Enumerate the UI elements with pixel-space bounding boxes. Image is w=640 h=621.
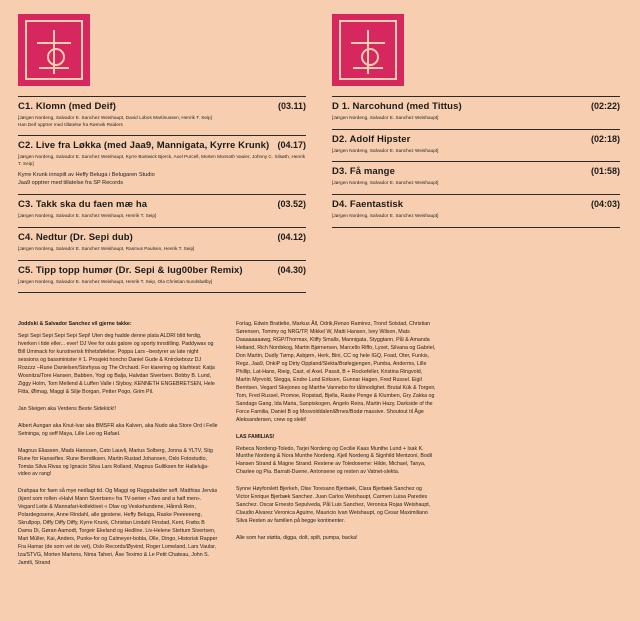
- track-row: [332, 194, 620, 228]
- thanks-column-left: [18, 321, 218, 576]
- thanks-paragraph: Jan Steigen aka Verdens Beste Sidekick!!: [18, 405, 117, 412]
- track-title: C2. Live fra Løkka (med Jaa9, Mannigata, Kyrre Krunk): [18, 140, 270, 152]
- side-d-column: [332, 14, 620, 228]
- track-row: [18, 260, 306, 294]
- track-credits: [332, 148, 620, 155]
- track-duration: (04.30): [277, 264, 306, 275]
- thanks-paragraph: Forlag, Edwin Brattelie, Markus Åll, Odrik,Renzo Ramirez, Trond Solstad, Christian Sørensen, Tommy og NRG/TP, Mikkel W, Matti Hansen, Ivey Wilson, Mats Daaaaaaaawg, RGP/Thormax, Kliffy Smalls, Mannigata, Styggtann, Pål & Amanda Hetland, Rich Nordskog, Martin Bjørnersen, Marcello Riffo, Lyset, Silvana og Gabriel, Don Martin, Dudly Tømp, Asbjørn, Herk, Bini, CC og hele IGQ, Foad, Oter, Funkis, Regz, Jaa9, OnkiP og Dirty Oppland/Slekta/Brølegjengen, Pumba, Anderms, Lille Phillip, Lat-Hans, Rieig, Cast, el Axel. Passit, B + Rockefeller, Kristina Ringvold, Martin Myrvold, Slegga, Endre Lund Eriksen, Gunnar Hagen, Fred Russel. Eigil Berntsen, Vegard Skejones og Marthe Vannebo for tålmodighet. Brutal Kük & Torgeir, Tom, Fred Russel, Promoe, Ropstad, Bjella, Raske Penge & Klumben, Gry Zakka og Sandags Gang, Ida Maria, Sanpiskogen, Angelo Reira, Martin Hazy, Darkside of the Force Familia, Daniel B og Mosvolddalen/Ørnes/Bodø massive. Shoutout til Åge Aleksandersen, crew og slekt!: [236, 321, 436, 423]
- credit-line: Jaa9 opptrer med tillatelse fra SP Records: [18, 180, 123, 187]
- side-c-column: [18, 14, 306, 293]
- credit-line: [Jørgen Nordeng, Salvador E. Sanchez Weishaupt, Kyrre Bostwick Bjerck, Axel Purcell, Morten Monsoth Vauler, Johnny C. Silsøth, Henrik T. Seip]: [18, 154, 306, 166]
- credit-line: Kyrre Krunk innspilt av Heffy Beluga i Belugaren Studio: [18, 171, 155, 178]
- liner-notes: [18, 321, 622, 576]
- credit-line: [Jørgen Nordeng, Salvador E. Sanchez Weishaupt]: [332, 212, 439, 218]
- track-row: [18, 96, 306, 135]
- track-title: D2. Adolf Hipster: [332, 133, 411, 145]
- credit-line: [Jørgen Nordeng, Salvador E. Sanchez Weishaupt]: [332, 115, 439, 120]
- thanks-paragraph: Albert Aungan aka Knut-Ivar aka BMSFR aka Kalven, aka Nudo aka Store Ord i Felle Setninga, og seff Maya, Lille Leo og Rafael.: [18, 422, 218, 437]
- track-row: [332, 161, 620, 194]
- track-title: C3. Takk ska du faen mæ ha: [18, 199, 148, 211]
- credit-line: [Jørgen Nordeng, Salvador E. Sanchez Weishaupt]: [332, 180, 439, 186]
- thanks-heading: Joddski & Salvador Sanchez vil gjerne takke:: [18, 321, 132, 328]
- album-cover-art-c: [18, 14, 90, 86]
- thanks-column-right: [236, 321, 436, 576]
- thanks-paragraph: Sepi Sepi Sepi Sepi Sepi Sepi! Uten deg hadde denne plata ALDRI blitt ferdig, hverken i tide eller... ever! DJ Vee for outs galore og sporty innstilling. Paddywax og Bill Ummack for kunstnerisk frihetsfølelse. Poppa Lars –bestyrer av late night sessions og bassminister # 1. Prosjekt honcho Daniel Gude & Knirckebozz DJ Rozzzz –Rune Danielsen/Storhysa og The Orchard. For klarering og klarhtest: Katja Wosnitza/Tore Hansen, Babben, Yogi og Balja, Halvdan Sivertsen. Bobby B. Lund, Ziggy Holm, Tom Mellend & Luffen Valle i Slyboy, KENNETH ENGEBRETSEN, Hele Fitta, Ølmag, Maggi & Silje Borgan, Petter Pogo, Grim Pil.: [18, 333, 215, 395]
- credit-line: [Jørgen Nordeng, Salvador E. Sanchez Weishaupt, Henrik T. Seip]: [18, 213, 157, 219]
- track-title: C5. Tipp topp humør (Dr. Sepi & lug00ber Remix): [18, 264, 243, 276]
- las-familias-heading: LAS FAMILIAS!: [236, 433, 275, 440]
- track-duration: (01:58): [590, 166, 620, 177]
- track-credits-extra: [18, 171, 306, 188]
- credit-line: [Jørgen Nordeng, Salvador E. Sanchez Weishaupt]: [332, 147, 439, 153]
- track-credits: [18, 213, 306, 220]
- track-credits: [18, 154, 306, 167]
- track-row: [332, 129, 620, 162]
- credit-line: Han Deif opptrer med tillatelse fra Rømvik Raiders: [18, 121, 123, 127]
- track-row: [18, 194, 306, 227]
- thanks-paragraph: Magnus Eliassen, Mads Hanssen, Cato Lauvli, Marius Solberg, Jonna & YLTV, Stig Rune for Hanseflex. Rune Bendiksen, Martin Rustad Johansen, Oslo Fotostudio, Tomás Silva Rivas og Ignacio Silva Lars Rolland, Magnus Gulliksen for Hallelujja-video av rang!: [18, 447, 213, 478]
- track-duration: (02:18): [590, 133, 620, 144]
- thanks-paragraph: Synne Høyforslett Bjerkeh, Olav Toresann Bjerbæk, Clara Bjerbæk Sanchez og Victor Enrique Bjerbæk Sanchez. Juan Carlos Weishaupt, Carmen Luisa Paredes Sanchez. Oscar Ernesto Sepulveda, Pål Luis Sanchez, Veronica Rojas Weishaupt, Claudio Alvarez Veronica Aguirre, Mauricio Ivan Weishaupt, og Cesar Maximiliano Silva Resten av familien på begge kontinenter.: [236, 486, 431, 524]
- track-duration: (03.11): [277, 101, 306, 111]
- track-duration: (03.52): [277, 199, 306, 210]
- track-row: [332, 96, 620, 129]
- thanks-paragraph: Rebeca Nordeng-Toledo, Tarjei Nordeng og Cecilie Kaas Munthe Lund + Isak K. Munthe Nordeng & Nora Munthe Nordeng. Kjell Nordeng & Signhild Mentzoni, Bodil Hansen Strand & Magne Strand. Restene av Toledoseme: Hilde, Michael, Tanya, Charlee og Pia. Barratt-Duene, Antonsene og resten av Vatnet-slekta.: [236, 445, 433, 476]
- track-credits: [332, 115, 620, 122]
- track-credits: [332, 213, 620, 220]
- track-title: D3. Få mange: [332, 166, 395, 178]
- thanks-closing: Alle som har støtta, digga, dolt, spilt, pumpa, backa!: [236, 534, 358, 541]
- album-cover-art-d: [332, 14, 404, 86]
- track-credits: [332, 180, 620, 187]
- track-title: C1. Klomn (med Deif): [18, 101, 117, 112]
- credit-line: [Jørgen Nordeng, Salvador E. Sanchez Weishaupt, Henrik T. Seip, Ola Christian Sundsbølby]: [18, 278, 213, 284]
- track-title: C4. Nedtur (Dr. Sepi dub): [18, 232, 133, 244]
- track-row: [18, 227, 306, 260]
- track-title: D4. Faentastisk: [332, 198, 404, 210]
- track-duration: (04.17): [277, 140, 306, 151]
- credit-line: [Jørgen Nordeng, Salvador E. Sanchez Weishaupt, David Lobos Martinussen, Henrik T. Seip]: [18, 115, 212, 120]
- track-credits: [18, 279, 306, 286]
- track-duration: (04:03): [590, 198, 620, 209]
- track-duration: (04.12): [277, 232, 306, 243]
- track-credits: [18, 246, 306, 253]
- track-credits: [18, 115, 306, 128]
- track-duration: (02:22): [590, 101, 620, 111]
- track-listings: [18, 14, 622, 293]
- track-row: [18, 135, 306, 194]
- thanks-paragraph: Drahpaa for faen så mye nedlagt tid. Og Maggi og Raggabalder seff. Matthias Jerväs (kjent som rollen «Halvt Mann Sivertsen» fra TV-serien «Two and a half men». Vegard Leite & Mannafari-kollektivet « Olav og Veskehundene, Hånnå Rein, Polardegosene, Anne Rindahl, alle gjestene, Heffy Beluga, Raske Peeeeeeng, Skrullpop, Diffy Diffy Diffy, Kyrre Krunk, Christian Lindahl Finstad, Kent, Frøbs B Dama Di, Gøran Aamodt, Torgeir Ekeland og Hedline. Liv-Helene Stettum Sivertsen, Mari Müller, Kai, Anders, Punke-for og Calmeyer-bobla, Olle, Dingo, Historisk Rapper Fra Hamar (de som vet de vet), Oslo Records/Øyvind, Roger Lomeland, Lars Vaular, Iza/STVG, Morten Martens, Nima Taheri, Åse Teximo & Le Petit Chateau, John S. Jamtli, Strand: [18, 488, 218, 566]
- track-title: D 1. Narcohund (med Tittus): [332, 101, 462, 112]
- credit-line: [Jørgen Nordeng, Salvador E. Sanchez Weishaupt, Rasmus Paulsen, Henrik T. Seip]: [18, 246, 195, 252]
